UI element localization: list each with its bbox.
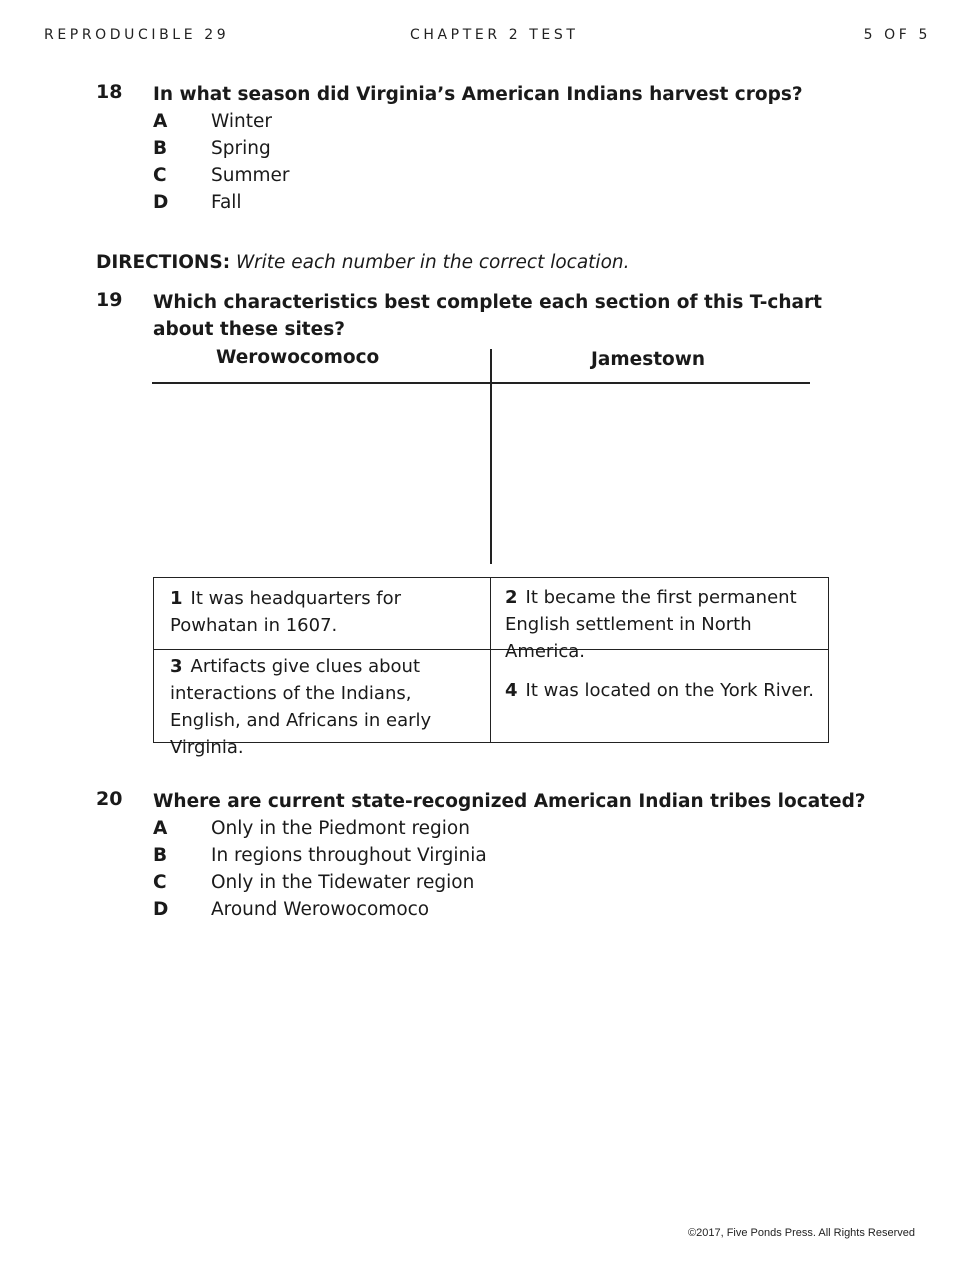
choice-letter: A [153, 111, 168, 132]
choice-b[interactable] [153, 842, 876, 869]
choice-letter: B [153, 138, 168, 159]
tchart-heading-jamestown: Jamestown [591, 349, 706, 370]
choice-text: Only in the Tidewater region [211, 872, 475, 893]
question-number: 19 [96, 289, 123, 311]
option-1[interactable] [154, 578, 491, 650]
option-4[interactable] [491, 650, 828, 742]
choice-c[interactable] [153, 162, 876, 189]
option-text: It was headquarters for Powhatan in 1607. [170, 588, 402, 636]
question-number: 18 [96, 81, 123, 103]
directions [96, 252, 630, 273]
question-text: In what season did Virginia’s American Indians harvest crops? [153, 84, 803, 105]
option-number: 4 [505, 680, 518, 701]
choice-letter: B [153, 845, 168, 866]
choice-text: Summer [211, 165, 290, 186]
question-text: Which characteristics best complete each section of this T-chart about these sites? [153, 292, 822, 340]
choice-a[interactable] [153, 108, 876, 135]
question-19 [96, 289, 876, 343]
choice-letter: D [153, 899, 169, 920]
choice-text: Spring [211, 138, 271, 159]
tchart-vertical-line [490, 349, 492, 564]
option-text: It became the first permanent English settlement in North America. [505, 587, 797, 662]
header-reproducible: REPRODUCIBLE 29 [44, 27, 230, 43]
tchart-heading-werowocomoco: Werowocomoco [216, 347, 380, 368]
answer-options-box [153, 577, 829, 758]
choice-c[interactable] [153, 869, 876, 896]
choice-text: Winter [211, 111, 272, 132]
copyright-footer: ©2017, Five Ponds Press. All Rights Reserved [688, 1227, 915, 1239]
option-3[interactable] [154, 650, 491, 758]
option-text: Artifacts give clues about interactions of the Indians, English, and Africans in early Virginia. [170, 656, 432, 758]
answer-choices [153, 815, 876, 923]
choice-text: Around Werowocomoco [211, 899, 430, 920]
question-number: 20 [96, 788, 123, 810]
question-18 [96, 81, 876, 216]
answer-choices [153, 108, 876, 216]
directions-text: Write each number in the correct location. [236, 252, 630, 273]
header-page-number: 5 OF 5 [863, 27, 931, 43]
choice-d[interactable] [153, 189, 876, 216]
header-chapter-title: CHAPTER 2 TEST [410, 27, 579, 43]
choice-letter: A [153, 818, 168, 839]
choice-b[interactable] [153, 135, 876, 162]
directions-label: DIRECTIONS: [96, 252, 231, 273]
tchart-horizontal-line [152, 382, 810, 384]
question-text: Where are current state-recognized American Indian tribes located? [153, 791, 866, 812]
choice-text: In regions throughout Virginia [211, 845, 487, 866]
question-20 [96, 788, 876, 923]
option-number: 2 [505, 587, 518, 608]
choice-a[interactable] [153, 815, 876, 842]
choice-letter: C [153, 872, 167, 893]
choice-letter: C [153, 165, 167, 186]
option-2[interactable] [491, 578, 828, 662]
choice-letter: D [153, 192, 169, 213]
option-number: 3 [170, 656, 183, 677]
choice-text: Fall [211, 192, 242, 213]
option-text: It was located on the York River. [525, 680, 814, 701]
choice-d[interactable] [153, 896, 876, 923]
choice-text: Only in the Piedmont region [211, 818, 470, 839]
option-number: 1 [170, 588, 183, 609]
